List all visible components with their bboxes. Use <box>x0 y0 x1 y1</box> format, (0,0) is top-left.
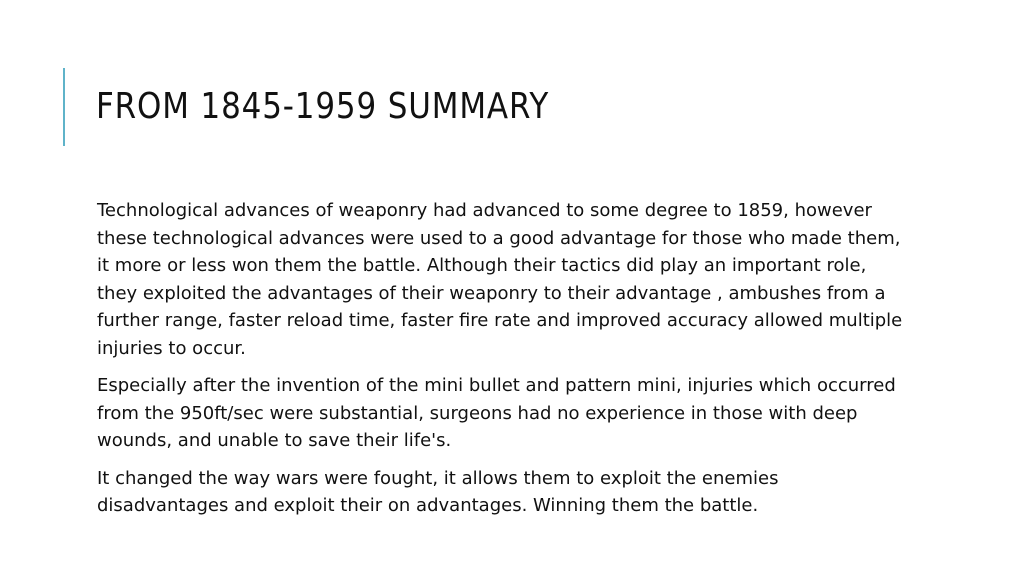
title-accent-bar <box>63 68 65 146</box>
slide-title: FROM 1845-1959 SUMMARY <box>96 86 550 127</box>
body-paragraph-3: It changed the way wars were fought, it allows them to exploit the enemies disadvantages and exploit their on advantages. Winning them the battle. <box>97 467 779 516</box>
body-paragraph-2: Especially after the invention of the mini bullet and pattern mini, injuries which occurred from the 950ft/sec were substantial, surgeons had no experience in those with deep wounds, and unable to save their life's. <box>97 375 896 451</box>
slide-body <box>97 197 907 530</box>
body-paragraph-1: Technological advances of weaponry had advanced to some degree to 1859, however these technological advances were used to a good advantage for those who made them, it more or less won them the battle. Although their tactics did play an important role, they exploited the advantages of their weaponry to their advantage , ambushes from a further range, faster reload time, faster fire rate and improved accuracy allowed multiple injuries to occur. <box>97 200 903 359</box>
